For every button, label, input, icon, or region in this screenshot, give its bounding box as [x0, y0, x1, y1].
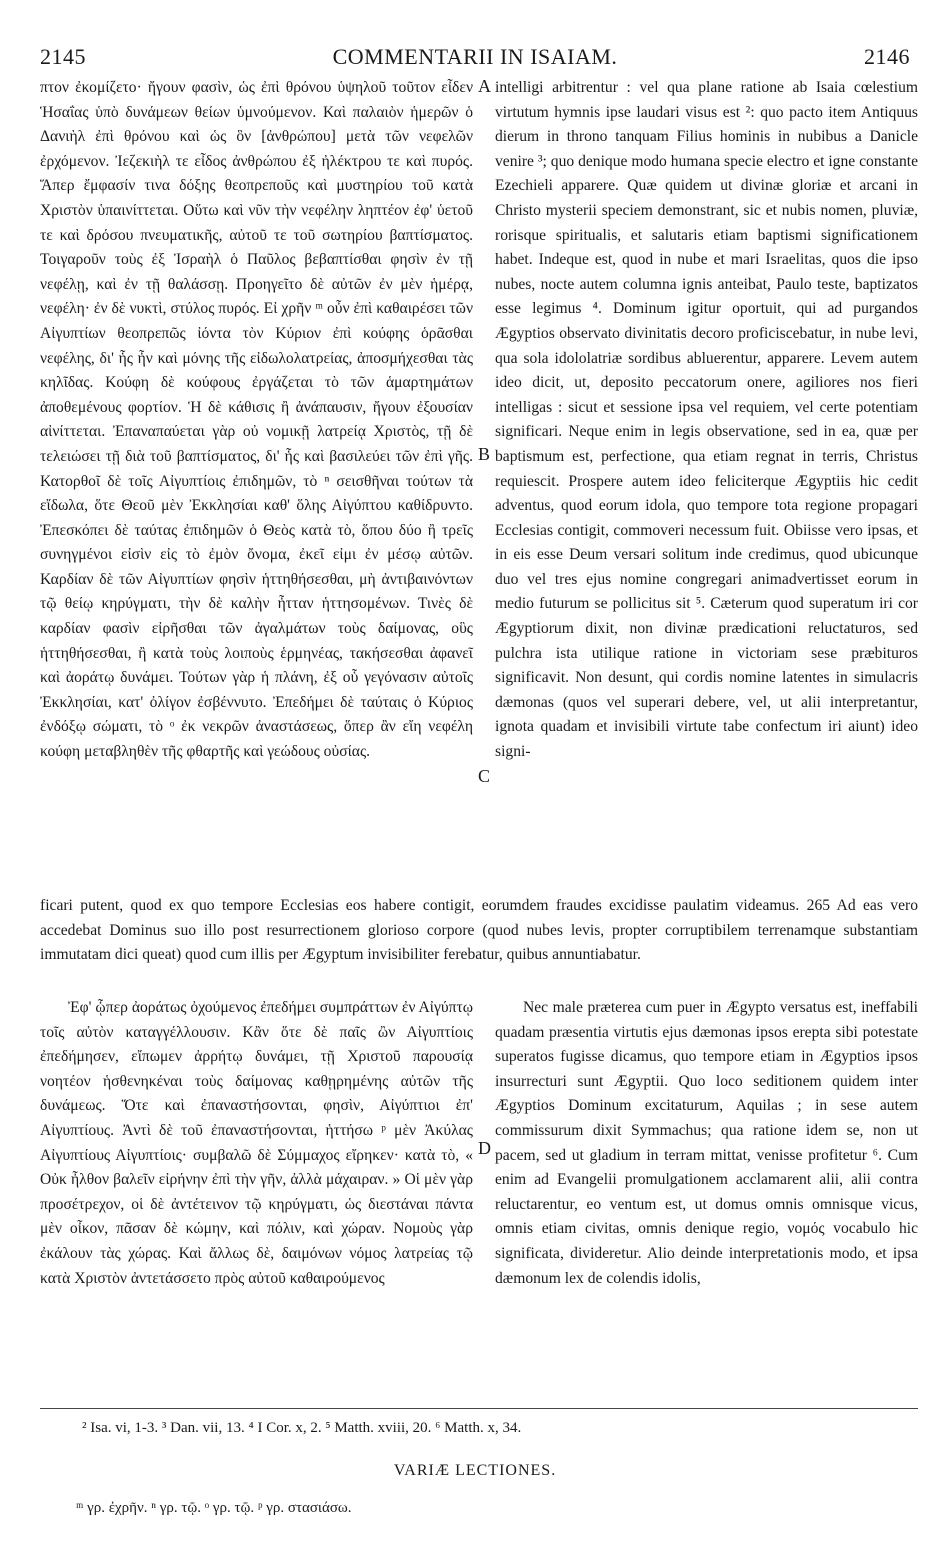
greek-column-bottom [40, 996, 473, 1291]
section-marker-d: D [478, 1138, 491, 1158]
greek-column-top [40, 76, 473, 765]
section-marker-b: B [478, 444, 491, 464]
variae-lectiones-line: ᵐ γρ. ἐχρῆν. ⁿ γρ. τῷ. ᵒ γρ. τῷ. ᵖ γρ. στασιάσω. [76, 1500, 352, 1516]
latin-full-text: ficari putent, quod ex quo tempore Ecclesias eos habere contigit, eorumdem fraudes excidisse paulatim videamus. 265 Ad eas vero accedebat Dominus suo illo post resurrectionem glorioso corpore (quod nubes levis, propter corruptibilem terrenamque substantiam immutatam dici queat) quod cum illis per Ægyptum invisibiliter ferebatur, quibus annuntiabatur. [40, 897, 918, 964]
footnote-rule [40, 1408, 918, 1409]
greek-text-top: πτον ἐκομίζετο· ἤγουν φασὶν, ὡς ἐπὶ θρόνου ὑψηλοῦ τοῦτον εἶδεν Ἡσαΐας ὑπὸ δυνάμεων θείων ὑμνούμενον. Καὶ παλαιὸν ἡμερῶν ὁ Δανιὴλ ἐπὶ θρόνου καὶ ὡς ὃν [ἀνθρώπου] μετὰ τῶν νεφελῶν ἐρχόμενον. Ἰεζεκιὴλ τε εἶδος ἀνθρώπου ἐξ ἠλέκτρου τε καὶ πυρός. Ἅπερ ἔμφασίν τινα δόξης θεοπρεποῦς καὶ μυστηρίου τοῦ κατὰ Χριστὸν ὑπαινίττεται. Οὕτω καὶ νῦν τὴν νεφέλην ληπτέον ἐφ' ὑετοῦ τε καὶ δρόσου πνευματικῆς, αὐτοῦ τε τοῦ σωτηρίου βαπτίσματος. Τοιγαροῦν τοὺς ἐξ Ἰσραὴλ ὁ Παῦλος βεβαπτίσθαι φησὶν ἐν τῇ νεφέλῃ, καὶ ἐν τῇ θαλάσσῃ. Προηγεῖτο δὲ αὐτῶν ἐν μὲν ἡμέρᾳ, νεφέλη· ἐν δὲ νυκτὶ, στύλος πυρός. Εἰ χρῆν ᵐ οὖν ἐπὶ καθαιρέσει τῶν Αἰγυπτίων θεοπρεπῶς ἰόντα τὸν Κύριον ἐπὶ κούφης ὁρᾶσθαι νεφέλης, δι' ἧς ἦν καὶ μόνης τῆς εἰδωλολατρείας, ἀποσμήχεσθαι τὰς κηλῖδας. Κούφη δὲ κούφους ἐργάζεται τὸ τῶν ἁμαρτημάτων ἀποθεμένους φορτίον. Ἡ δὲ κάθισις ἢ ἀνάπαυσιν, ἤγουν ἐξουσίαν αἰνίττεται. Ἐπαναπαύεται γὰρ οὐ νομικῇ λατρείᾳ Χριστὸς, τῇ δὲ τελειώσει τῇ διὰ τοῦ βαπτίσματος, δι' ἧς καὶ βασιλεύει τῶν ἐπὶ γῆς. Κατορθοῖ δὲ τοῖς Αἰγυπτίοις ἐπιδημῶν, τὸ ⁿ σεισθῆναι τούτων τὰ εἴδωλα, ὅτε Θεοῦ μὲν Ἐκκλησίαι καθ' ὅλης Αἰγύπτου καθίδρυντο. Ἐπεσκόπει δὲ ταύτας ἐπιδημῶν ὁ Θεὸς κατὰ τὸ, ὅπου δύο ἢ τρεῖς συνηγμένοι εἰσὶν εἰς τὸ ἐμὸν ὄνομα, ἐκεῖ εἰμι ἐν μέσῳ αὐτῶν. Καρδίαν δὲ τῶν Αἰγυπτίων φησὶν ἡττηθήσεσθαι, μὴ ἀντιβαινόντων τῷ θείῳ κηρύγματι, τὴν δὲ καλὴν ἦτταν ἡττησομένων. Τινὲς δὲ καρδίαν φασὶν εἰρῆσθαι τῶν ἀγαλμάτων τοὺς δαίμονας, οὓς ἡττηθήσεσθαι, ἢ κατὰ τοὺς λοιποὺς ἑρμηνέας, τακήσεσθαι ἀφανεῖ καὶ ἀοράτῳ δυνάμει. Τούτων γὰρ ἡ πλάνη, ἐξ οὗ γεγόνασιν αὐτοῖς Ἐκκλησίαι, κατ' ὀλίγον ἐσβέννυτο. Ἐπεδήμει δὲ ταύταις ὁ Κύριος ἐνδόξῳ σώματι, τὸ ᵒ ἐκ νεκρῶν ἀναστάσεως, ὅπερ ἂν εἴη νεφέλη κούφη μεταβληθὲν τῆς φθαρτῆς καὶ γεώδους οὐσίας. [40, 79, 473, 761]
footnotes [40, 1408, 918, 1439]
running-title: COMMENTARII IN ISAIAM. [332, 44, 618, 69]
page-number-right: 2146 [864, 44, 910, 69]
variae-lectiones-heading: VARIÆ LECTIONES. [393, 1462, 557, 1479]
section-marker-c: C [478, 766, 491, 786]
latin-text-top: intelligi arbitrentur : vel qua plane ratione ab Isaia cœlestium virtutum hymnis ipse laudari visus est ²: quo pacto item Antiquus dierum in throno tanquam Filius hominis in nubibus a Danicle venire ³; quo denique modo humana specie electro et igne constante Ezechieli apparere. Quæ quidem ut divinæ gloriæ et arcani in Christo mysterii speciem demonstrant, sic et nubis nomen, pluviæ, rorisque spiritualis, et salutaris etiam baptismi significationem habet. Indeque est, quod in nube et mari Israelitas, quos die ipso nubes, nocte autem columna ignis anteibat, Paulo teste, baptizatos esse legimus ⁴. Dominum igitur oportuit, qui ad purgandos Ægyptios observato divinitatis decoro proficiscebatur, in nube levi, qua sola idololatriæ sordibus abluerentur, apparere. Levem autem ideo dicit, ut, deposito peccatorum onere, agiliores nos fieri intelligas : sicut et sessione ipsa vel requiem, vel certe potentiam significari. Neque enim in legis observatione, sed in ea, quæ per baptismum est, perfectione, qua etiam regnat in terris, Christus requiescit. Prospere autem ideo feliciterque Ægyptiis hic cedit adventus, quod eorum idola, quo tempore tota regione propagari Ecclesias contigit, commoveri necessum fuit. Obiisse vero ipsas, et in eis esse Deum versari solitum inde credimus, quod ubicunque duo vel tres ejus nomine congregari animadvertisset eorum in medio futurum se pollicitus sit ⁵. Cæterum quod superatum iri cor Ægyptiorum dixit, non divinæ prædicationi reluctaturos, sed pulchra ista utilique ratione in victoriam sese præbituros significavit. Non desunt, qui cordis nomine latentes in simulacris dæmonas (quos vel superari debere, vel, ut alii interpretantur, ignota quadam et invisibili virtute tabe confectum iri aiunt) ideo signi- [495, 79, 918, 761]
footnote-line: ² Isa. vi, 1-3. ³ Dan. vii, 13. ⁴ I Cor. x, 2. ⁵ Matth. xviii, 20. ⁶ Matth. x, 34. [82, 1420, 522, 1436]
latin-column-top [495, 76, 918, 765]
greek-text-bottom: Ἐφ' ᾧπερ ἀοράτως ὀχούμενος ἐπεδήμει συμπράττων ἐν Αἰγύπτῳ τοῖς αὐτὸν καταγγέλλουσιν. Κἂν ὅτε δὲ παῖς ὢν Αἰγυπτίοις ἐπεδήμησεν, εἴπωμεν ἀρρήτῳ δυνάμει, τῇ Χριστοῦ παρουσίᾳ νοητέον ἡσθενηκέναι τοὺς δαίμονας καθῃρημένης αὐτῶν τῆς δυνάμεως. Ὅτε καὶ ἐπαναστήσονται, φησὶν, Αἰγύπτιοι ἐπ' Αἰγυπτίους. Ἀντὶ δὲ τοῦ ἐπαναστήσονται, ἡττήσω ᵖ μὲν Ἀκύλας Αἰγυπτίους Αἰγυπτίοις· συμβαλῶ δὲ Σύμμαχος εἴρηκεν· κατὰ τὸ, « Οὐκ ἦλθον βαλεῖν εἰρήνην ἐπὶ τὴν γῆν, ἀλλὰ μάχαιραν. » Οἱ μὲν γὰρ προσέτρεχον, οἱ δὲ ἀντέτεινον τῷ κηρύγματι, ὡς διεστάναι πάντα μὲν οἶκον, πᾶσαν δὲ κώμην, καὶ πόλιν, καὶ χώραν. Νομοὺς γὰρ ἐκάλουν τὰς χώρας. Καὶ ἄλλως δὲ, δαιμόνων νόμος λατρείας τῷ κατὰ Χριστὸν ἀντετάσσετο πρὸς αὐτοῦ καθαιρούμενος [40, 999, 473, 1287]
latin-text-bottom: Nec male præterea cum puer in Ægypto versatus est, ineffabili quadam præsentia virtutis ejus dæmonas ipsos erepta sibi potestate superatos fugisse dicamus, quo tempore etiam in Ægyptios ipsos insurrecturi sunt Ægyptii. Quo loco seditionem quidem inter Ægyptios Dominum excitaturum, Aquilas ; in sese autem commissurum dixit Symmachus; qua ratione idem se, non ut pacem, sed ut gladium in terram mittat, venisse profitetur ⁶. Cum enim ad Evangelii promulgationem acclamarent alii, alii contra reluctarentur, eo ventum est, ut domus omnis omnisque vicus, omnis etiam civitas, omnis denique regio, νομός vocabulo hic significata, divideretur. Alio deinde interpretationis modo, et ipsa dæmonum lex de colendis idolis, [495, 999, 918, 1287]
section-marker-a: A [478, 76, 491, 96]
latin-full-width [40, 894, 918, 968]
page-number-left: 2145 [40, 44, 86, 69]
latin-column-bottom [495, 996, 918, 1291]
page-header [40, 44, 910, 70]
